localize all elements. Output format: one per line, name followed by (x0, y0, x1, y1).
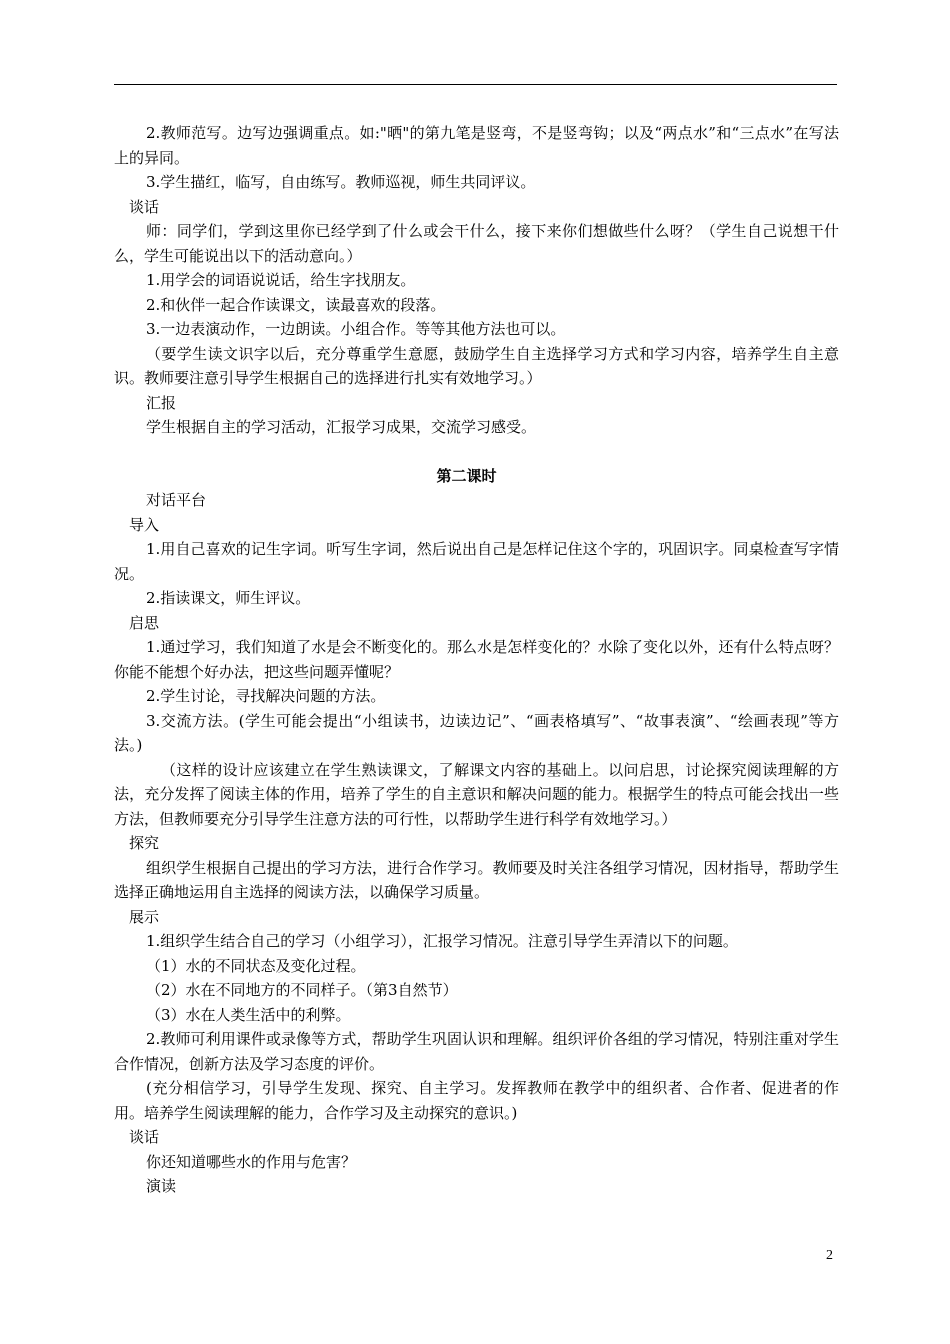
header-rule (114, 84, 837, 85)
paragraph: 谈话 (129, 1128, 160, 1146)
paragraph: 展示 (129, 907, 160, 926)
paragraph: 2.教师范写。边写边强调重点。如:"晒"的第九笔是竖弯，不是竖弯钩；以及“两点水”和“三点水”在写法上的异同。 (114, 124, 839, 167)
paragraph: 2.教师可利用课件或录像等方式，帮助学生巩固认识和理解。组织评价各组的学习情况，特别注重对学生合作情况，创新方法及学习态度的评价。 (114, 1030, 839, 1073)
paragraph: 1.用自己喜欢的记生字词。听写生字词，然后说出自己是怎样记住这个字的，巩固识字。同桌检查写字情况。 (114, 540, 839, 583)
paragraph: 3.交流方法。(学生可能会提出“小组读书，边读边记”、“画表格填写”、“故事表演”、“绘画表现”等方法。) (114, 711, 839, 754)
paragraph: 2.和伙伴一起合作读课文，读最喜欢的段落。 (146, 295, 446, 314)
paragraph: 你还知道哪些水的作用与危害？ (146, 1152, 357, 1171)
page-number: 2 (826, 1248, 833, 1263)
paragraph: 2.指读课文，师生评议。 (146, 589, 311, 607)
paragraph: 导入 (129, 515, 160, 534)
paragraph: 启思 (129, 613, 160, 632)
paragraph: 3.一边表演动作，一边朗读。小组合作。等等其他方法也可以。 (146, 320, 566, 338)
paragraph: （1）水的不同状态及变化过程。 (146, 956, 366, 975)
section-heading: 第二课时 (436, 466, 497, 485)
document-body (114, 121, 839, 1199)
paragraph: 谈话 (129, 197, 160, 216)
paragraph: （要学生读文识字以后，充分尊重学生意愿，鼓励学生自主选择学习方式和学习内容，培养学生自主意识。教师要注意引导学生根据自己的选择进行扎实有效地学习。） (114, 344, 839, 387)
paragraph: （这样的设计应该建立在学生熟读课文，了解课文内容的基础上。以问启思，讨论探究阅读理解的方法，充分发挥了阅读主体的作用，培养了学生的自主意识和解决问题的能力。根据学生的特点可能会找出一些方法，但教师要充分引导学生注意方法的可行性，以帮助学生进行科学有效地学习。） (114, 760, 839, 828)
blank-line (114, 440, 839, 464)
paragraph: 2.学生讨论，寻找解决问题的方法。 (146, 687, 386, 705)
paragraph: 对话平台 (146, 491, 207, 509)
paragraph: 1.用学会的词语说说话，给生字找朋友。 (146, 271, 416, 289)
paragraph: 3.学生描红，临写，自由练写。教师巡视，师生共同评议。 (146, 173, 536, 191)
paragraph: 1.组织学生结合自己的学习（小组学习），汇报学习情况。注意引导学生弄清以下的问题。 (146, 932, 738, 950)
paragraph: 汇报 (146, 393, 177, 412)
paragraph: 探究 (129, 834, 160, 852)
paragraph: 学生根据自主的学习活动，汇报学习成果，交流学习感受。 (146, 418, 537, 436)
paragraph: (充分相信学习，引导学生发现、探究、自主学习。发挥教师在教学中的组织者、合作者、促进者的作用。培养学生阅读理解的能力，合作学习及主动探究的意识。) (114, 1079, 839, 1122)
paragraph: 组织学生根据自己提出的学习方法，进行合作学习。教师要及时关注各组学习情况，因材指导，帮助学生选择正确地运用自主选择的阅读方法，以确保学习质量。 (114, 858, 839, 901)
paragraph: 演读 (146, 1177, 177, 1195)
paragraph: 师：同学们，学到这里你已经学到了什么或会干什么，接下来你们想做些什么呀？（学生自己说想干什么，学生可能说出以下的活动意向。） (114, 222, 839, 265)
paragraph: （2）水在不同地方的不同样子。（第3自然节） (146, 981, 458, 999)
paragraph: 1.通过学习，我们知道了水是会不断变化的。那么水是怎样变化的？水除了变化以外，还有什么特点呀？你能不能想个好办法，把这些问题弄懂呢？ (114, 638, 839, 681)
paragraph: （3）水在人类生活中的利弊。 (146, 1005, 351, 1024)
